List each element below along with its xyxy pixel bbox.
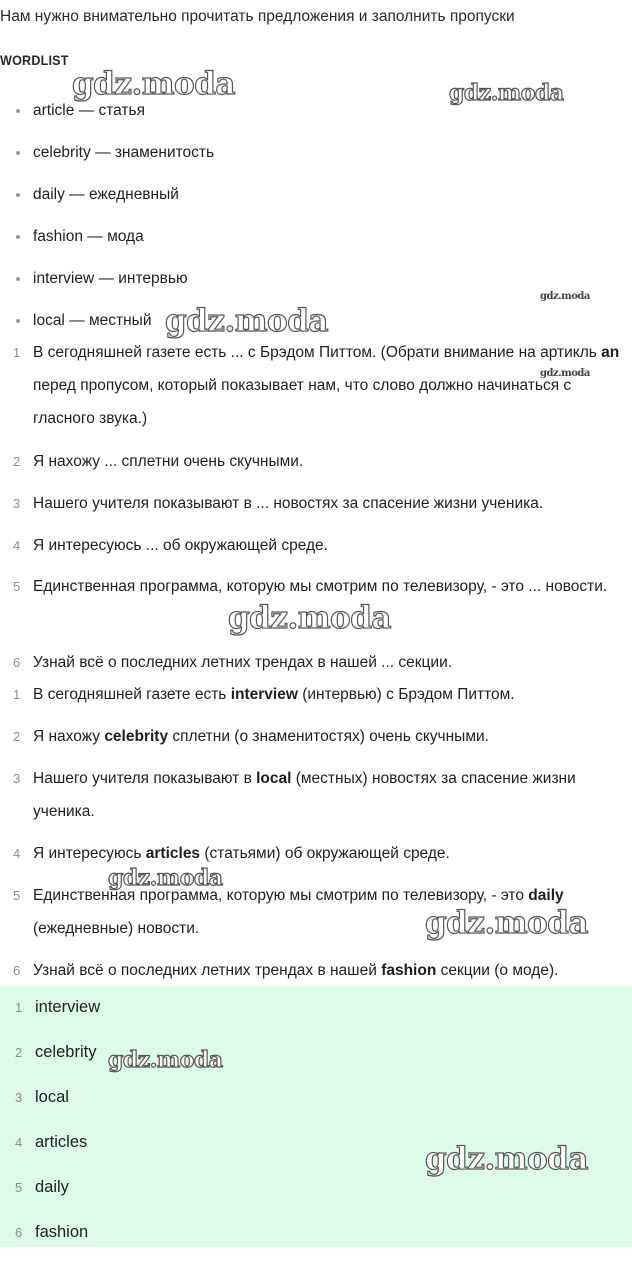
watermark-logo: gdz.moda <box>228 600 391 636</box>
watermark-logo: gdz.moda <box>540 368 590 379</box>
answer-item: 3 local <box>15 1088 69 1106</box>
wordlist-item: celebrity — знаменитость <box>0 132 632 174</box>
watermark-logo: gdz.moda <box>425 1141 588 1177</box>
watermark-logo: gdz.moda <box>108 865 223 891</box>
bullet-dot-icon <box>16 277 20 281</box>
watermark-logo: gdz.moda <box>425 905 588 941</box>
answer-item: 4 articles <box>15 1133 88 1151</box>
watermark-logo: gdz.moda <box>165 303 328 339</box>
wordlist-item: interview — интервью <box>0 258 632 300</box>
watermark-logo: gdz.moda <box>108 1047 223 1073</box>
bullet-dot-icon <box>16 235 20 239</box>
wordlist-item: article — статья <box>0 90 632 132</box>
answer-item: 2 celebrity <box>15 1043 97 1061</box>
watermark-logo: gdz.moda <box>449 80 564 106</box>
bullet-dot-icon <box>16 109 20 113</box>
intro-text: Нам нужно внимательно прочитать предложения и заполнить пропуски <box>0 8 515 25</box>
wordlist-item: fashion — мода <box>0 216 632 258</box>
bullet-dot-icon <box>16 319 20 323</box>
bullet-dot-icon <box>16 193 20 197</box>
wordlist-heading: WORDLIST <box>0 52 69 68</box>
answer-item: 6 fashion <box>15 1223 89 1241</box>
watermark-logo: gdz.moda <box>72 66 235 102</box>
watermark-logo: gdz.moda <box>540 291 590 302</box>
bullet-dot-icon <box>16 151 20 155</box>
answer-box <box>0 986 632 1247</box>
wordlist-item: daily — ежедневный <box>0 174 632 216</box>
wordlist-item: local — местный <box>0 300 632 342</box>
answer-item: 1 interview <box>15 998 101 1016</box>
answer-item: 5 daily <box>15 1178 69 1196</box>
